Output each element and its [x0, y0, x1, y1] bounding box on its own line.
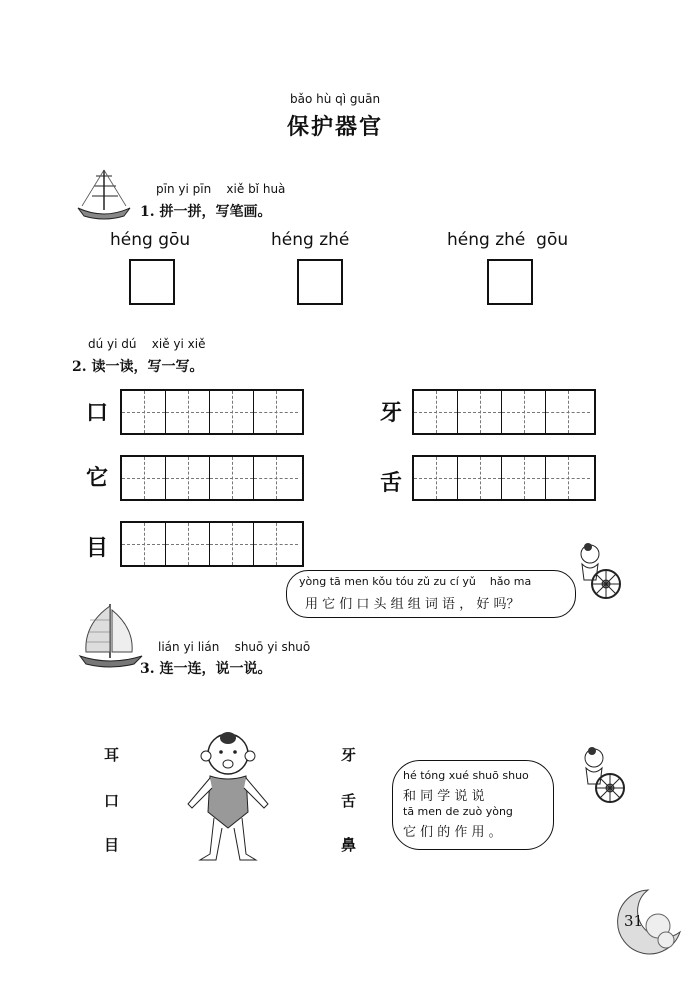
stroke-writing-box[interactable]: [297, 259, 343, 305]
section1-heading: 1. 拼一拼，写笔画。: [140, 204, 272, 220]
match-right-char[interactable]: 鼻: [341, 836, 357, 854]
sailboat-icon: [76, 166, 132, 222]
bubble2-text-2: 它 们 的 作 用 。: [403, 825, 502, 840]
stroke-label-heng-gou: héng gōu: [110, 230, 191, 250]
practice-char: 它: [86, 465, 109, 491]
child-steering-wheel-icon: [572, 744, 634, 806]
stroke-label-heng-zhe-gou: héng zhé gōu: [447, 230, 569, 250]
bubble1-pinyin: yòng tā men kǒu tóu zǔ zu cí yǔ hǎo ma: [299, 575, 532, 588]
stroke-writing-box[interactable]: [129, 259, 175, 305]
practice-char: 目: [86, 535, 109, 561]
writing-grid[interactable]: [120, 521, 304, 567]
writing-grid[interactable]: [412, 389, 596, 435]
practice-char: 口: [86, 400, 109, 426]
match-right-char[interactable]: 舌: [341, 792, 357, 810]
page-title: 保护器官: [287, 114, 384, 140]
match-left-char[interactable]: 口: [104, 792, 120, 810]
writing-grid[interactable]: [120, 455, 304, 501]
title-pinyin: bǎo hù qì guān: [290, 92, 381, 106]
bubble2-text-1: 和 同 学 说 说: [403, 789, 485, 804]
child-figure-illustration: [180, 728, 280, 868]
section1-pinyin: pīn yi pīn xiě bǐ huà: [156, 182, 286, 196]
bubble1-text: 用 它 们 口 头 组 组 词 语 ， 好 吗？: [305, 597, 520, 612]
child-steering-wheel-icon: [568, 540, 630, 602]
writing-grid[interactable]: [120, 389, 304, 435]
match-left-char[interactable]: 耳: [104, 746, 120, 764]
practice-char: 牙: [380, 400, 403, 426]
section3-pinyin: lián yi lián shuō yi shuō: [158, 640, 311, 654]
page-number: 31: [624, 912, 644, 930]
sailboat-icon: [76, 600, 146, 670]
practice-char: 舌: [380, 470, 403, 496]
speech-bubble: [392, 760, 554, 850]
stroke-writing-box[interactable]: [487, 259, 533, 305]
bubble2-pinyin-1: hé tóng xué shuō shuo: [403, 769, 529, 782]
stroke-label-heng-zhe: héng zhé: [271, 230, 350, 250]
match-left-char[interactable]: 目: [104, 836, 120, 854]
writing-grid[interactable]: [412, 455, 596, 501]
section3-heading: 3. 连一连，说一说。: [140, 661, 272, 677]
speech-bubble: [286, 570, 576, 618]
section2-pinyin: dú yi dú xiě yi xiě: [88, 337, 206, 351]
section2-heading: 2. 读一读，写一写。: [72, 359, 204, 375]
match-right-char[interactable]: 牙: [341, 746, 357, 764]
bubble2-pinyin-2: tā men de zuò yòng: [403, 805, 513, 818]
